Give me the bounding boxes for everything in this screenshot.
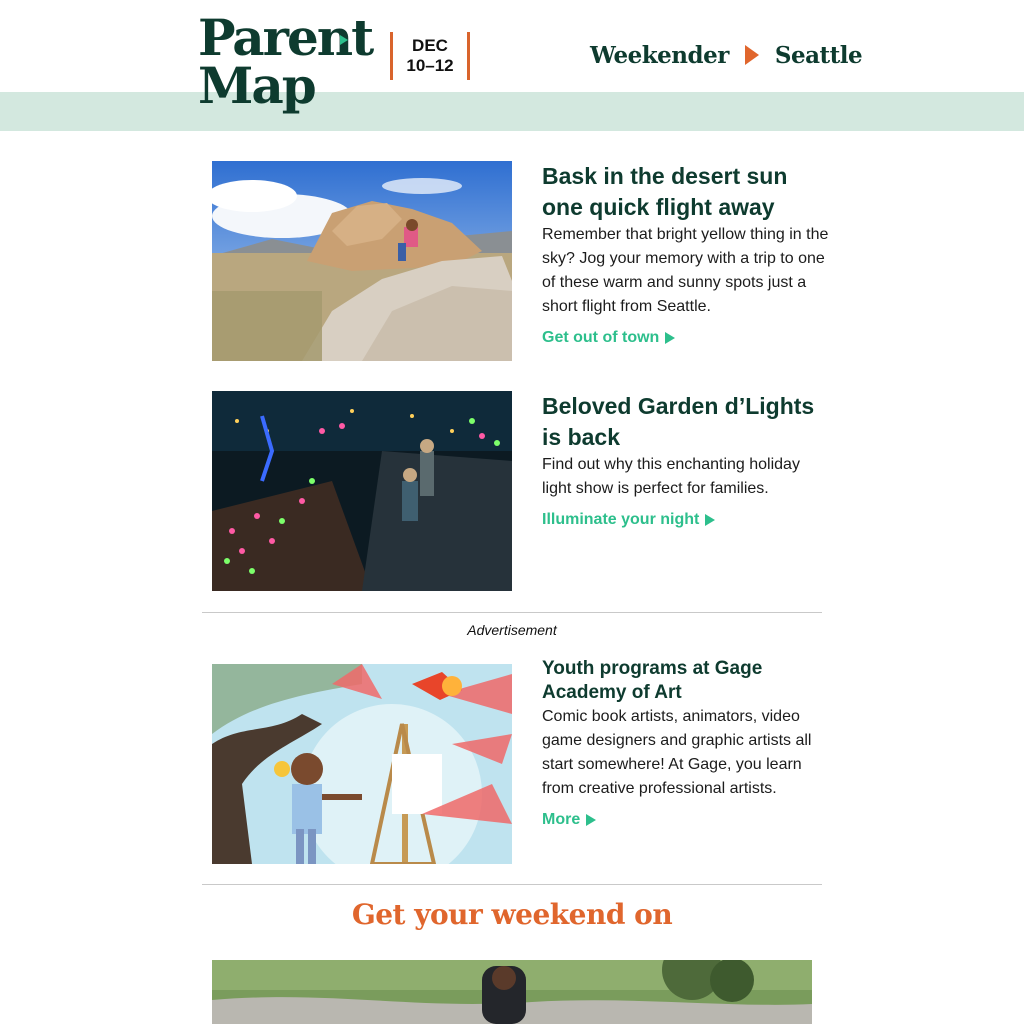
logo-triangle-icon: [340, 35, 348, 45]
advertisement-label: Advertisement: [467, 622, 557, 638]
story-description: Remember that bright yellow thing in the sky? Jog your memory with a trip to one of these warm and sunny spots just a short flight from Seattle.: [542, 226, 829, 315]
issue-days: 10–12: [406, 56, 454, 75]
ad-text: [542, 657, 832, 829]
issue-month: DEC: [412, 36, 448, 55]
story-card: [212, 161, 829, 361]
story-text: [542, 391, 832, 529]
story-headline[interactable]: Beloved Garden d’Lights is back: [542, 393, 815, 450]
logo-word-2: Map: [198, 56, 315, 115]
painting-illustration-graphic: [212, 664, 512, 864]
story-card: [212, 391, 824, 591]
story-image-desert[interactable]: [212, 161, 512, 361]
ad-description: Comic book artists, animators, video game designers and graphic artists all start somewhere! At Gage, you learn from creative professional artists.: [542, 708, 812, 797]
garden-lights-graphic: [212, 391, 512, 591]
ad-card: [212, 657, 824, 863]
cta-label: More: [542, 811, 581, 828]
cta-label: Illuminate your night: [542, 511, 700, 528]
story-headline[interactable]: Bask in the desert sun one quick flight away: [542, 163, 788, 220]
arrow-right-icon: [586, 814, 596, 826]
arrow-right-icon: [665, 332, 675, 344]
desert-photo-graphic: [212, 161, 512, 361]
divider: [202, 612, 822, 613]
section-title: Get your weekend on: [351, 898, 673, 931]
play-arrow-icon: [745, 45, 759, 65]
more-link[interactable]: [542, 811, 596, 829]
divider: [202, 884, 822, 885]
illuminate-your-night-link[interactable]: [542, 511, 715, 529]
logo-word-1: Parent: [198, 8, 373, 67]
issue-date: [390, 32, 470, 80]
arrow-right-icon: [705, 514, 715, 526]
ad-image[interactable]: [212, 664, 512, 864]
parentmap-logo[interactable]: [198, 8, 373, 124]
child-in-park-graphic: [212, 960, 812, 1024]
story-image-garden-lights[interactable]: [212, 391, 512, 591]
header: [0, 0, 1024, 131]
weekend-image[interactable]: [212, 960, 812, 1024]
get-out-of-town-link[interactable]: [542, 329, 675, 347]
story-text: [542, 161, 832, 347]
edition-city: Seattle: [774, 41, 863, 69]
story-description: Find out why this enchanting holiday light show is perfect for families.: [542, 456, 800, 497]
edition-title: [590, 38, 862, 72]
edition-name: Weekender: [590, 41, 729, 69]
ad-headline[interactable]: Youth programs at Gage Academy of Art: [542, 658, 763, 703]
cta-label: Get out of town: [542, 329, 660, 346]
